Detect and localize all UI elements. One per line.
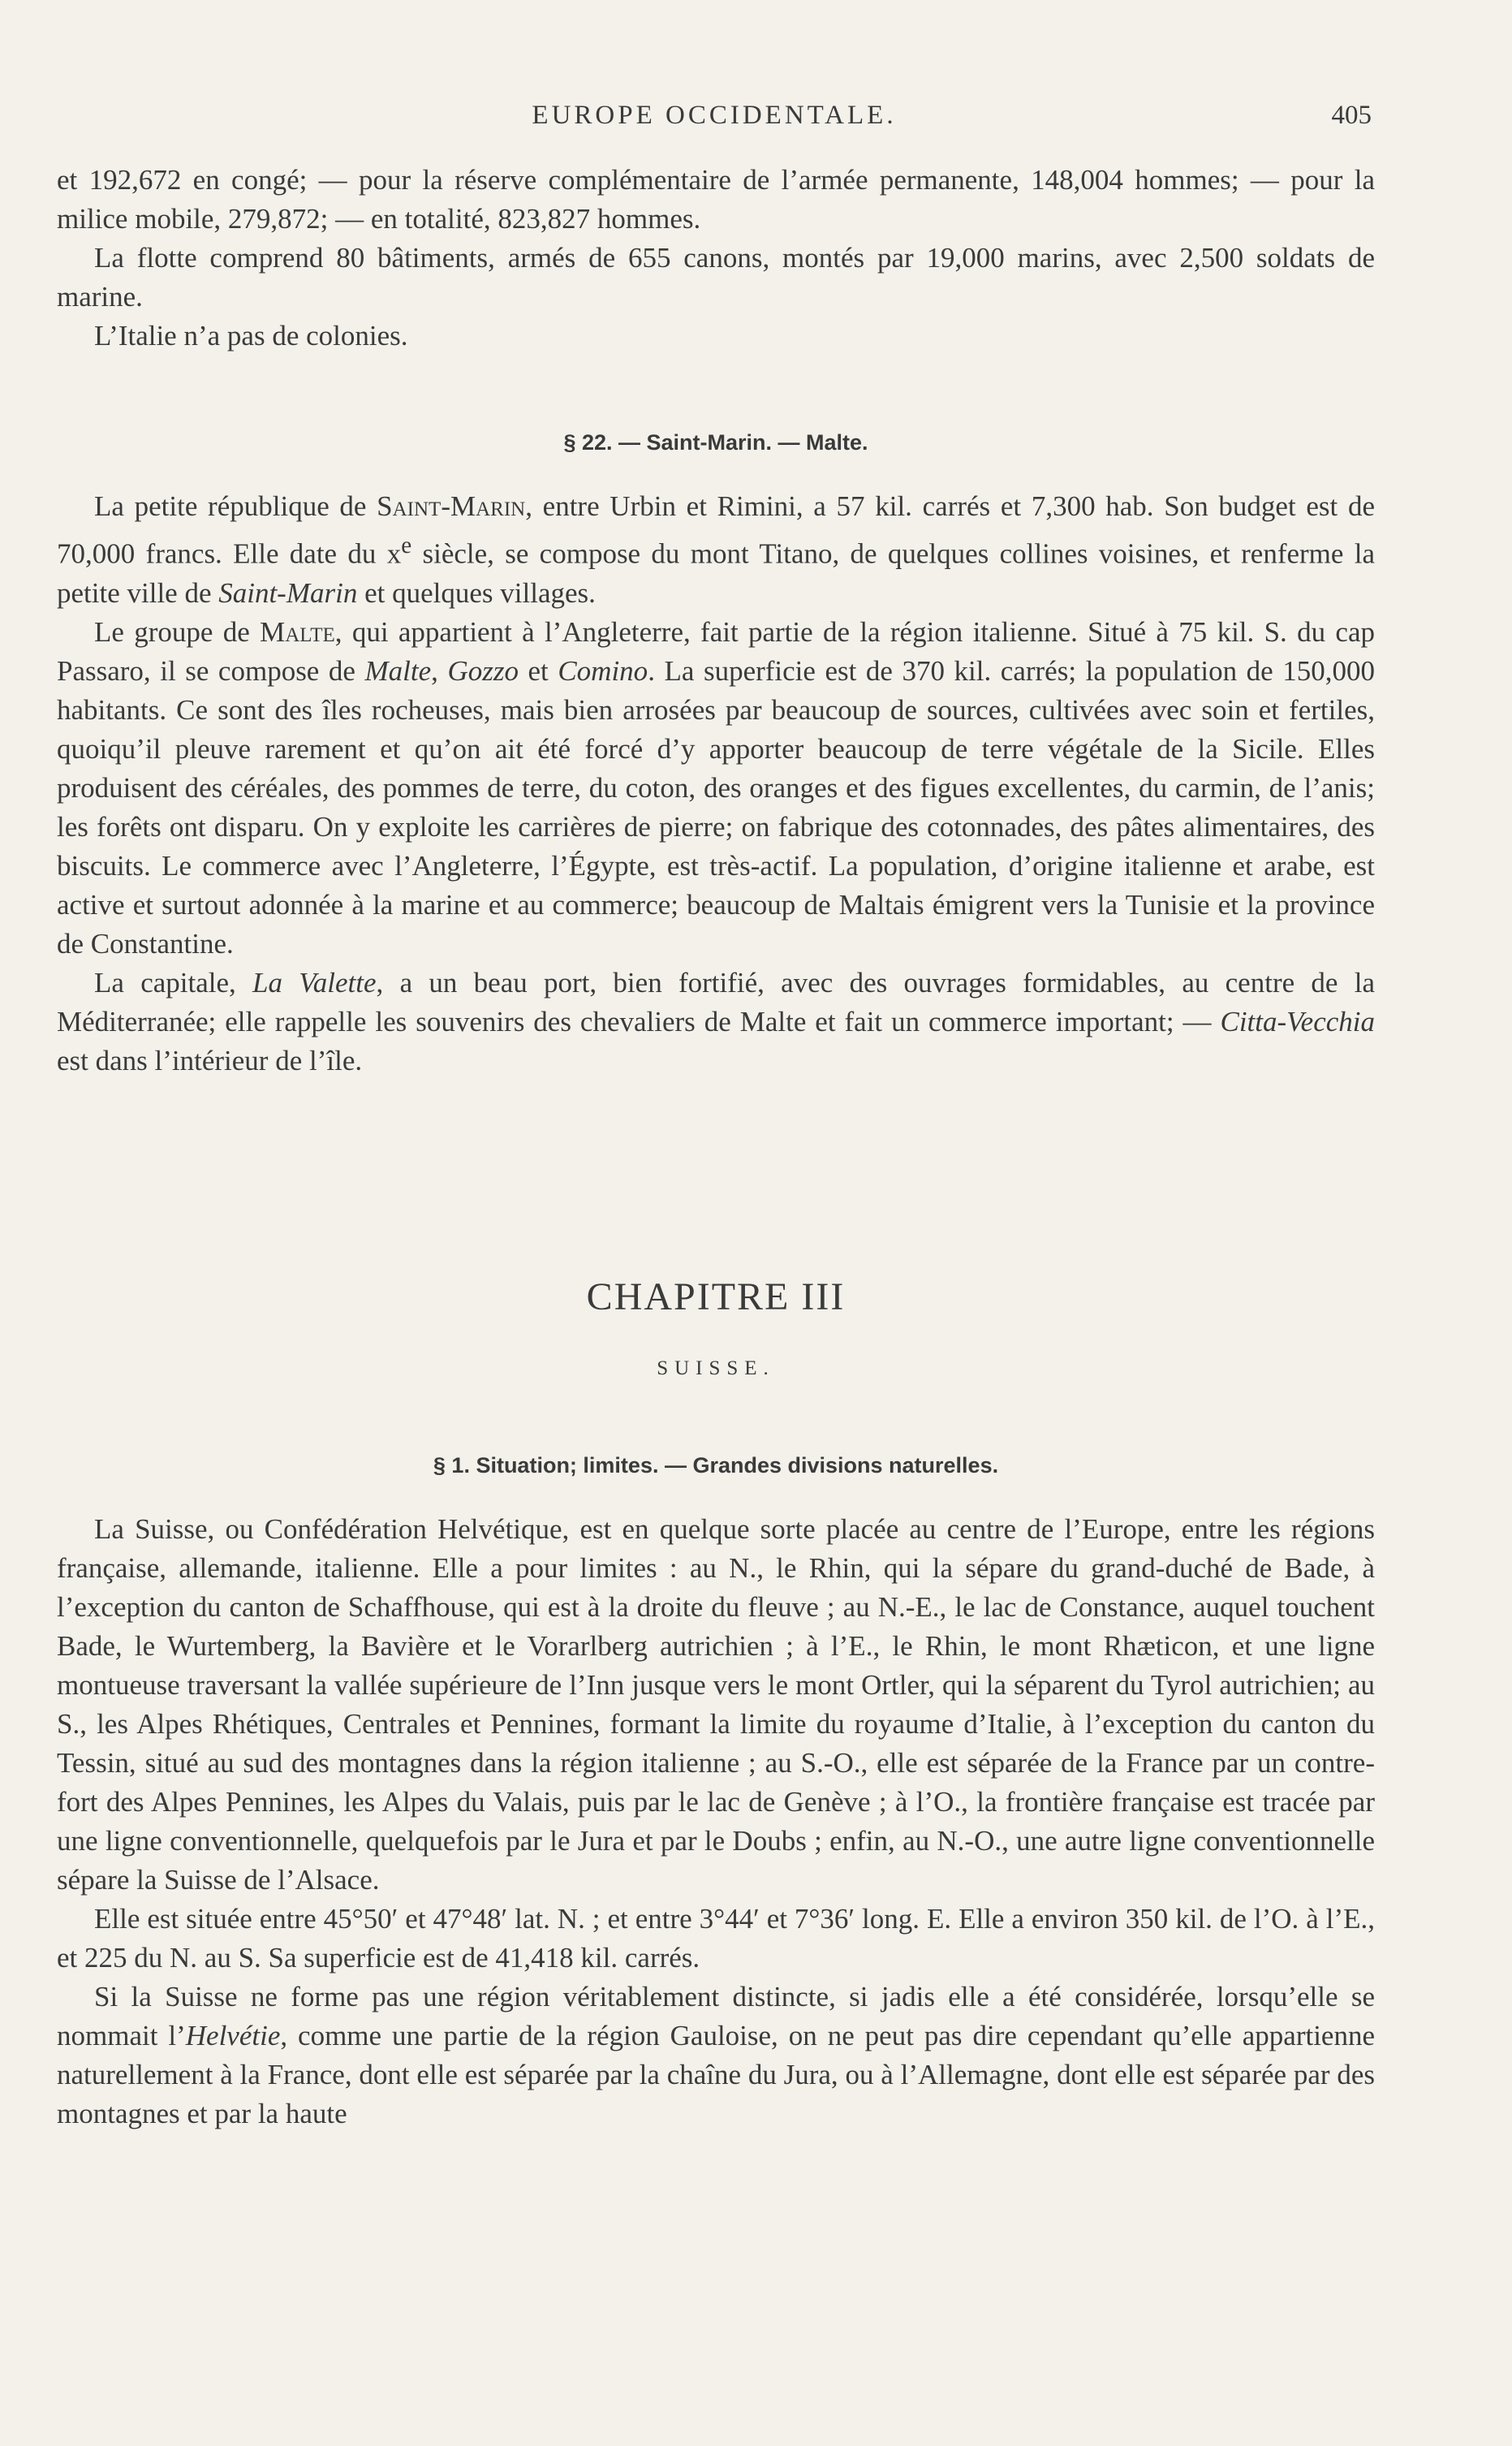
chapter-title: CHAPITRE III (586, 1275, 846, 1318)
paragraph: Elle est située entre 45°50′ et 47°48′ lat. N. ; et entre 3°44′ et 7°36′ long. E. Elle a environ 350 kil. de l’O. à l’E., et 225 du N. au S. Sa superficie est de 41,418 kil. carrés. (57, 1903, 1375, 1974)
paragraph: et 192,672 en congé; — pour la réserve complémentaire de l’armée permanente, 148,004 hommes; — pour la milice mobile, 279,872; — en totalité, 823,827 hommes. (57, 164, 1375, 235)
paragraph: La capitale, La Valette, a un beau port, bien fortifié, avec des ouvrages formidables, au centre de la Méditerranée; elle rappelle les souvenirs des chevaliers de Malte et fait un commerce important; — Citta-Vecchia est dans l’intérieur de l’île. (57, 966, 1375, 1076)
paragraph: La Suisse, ou Confédération Helvétique, est en quelque sorte placée au centre de l’Europe, entre les régions française, allemande, italienne. Elle a pour limites : au N., le Rhin, qui la sépare du grand-duché de Bade, à l’exception du canton de Schaffhouse, qui est à la droite du fleuve ; au N.-E., le lac de Constance, auquel touchent Bade, le Wurtemberg, la Bavière et le Vorarlberg autrichien ; à l’E., le Rhin, le mont Rhæticon, et une ligne montueuse traversant la vallée supérieure de l’Inn jusque vers le mont Ortler, qui la séparent du Tyrol autrichien; au S., les Alpes Rhétiques, Centrales et Pennines, formant la limite du royaume d’Italie, à l’exception du canton du Tessin, situé au sud des montagnes dans la région italienne ; au S.-O., elle est séparée de la France par un contre-fort des Alpes Pennines, les Alpes du Valais, puis par le lac de Genève ; à l’O., la frontière française est tracée par une ligne conventionnelle, quelquefois par le Jura et par le Doubs ; enfin, au N.-O., une autre ligne conventionnelle sépare la Suisse de l’Alsace. (57, 1513, 1375, 1896)
paragraph: L’Italie n’a pas de colonies. (94, 320, 408, 352)
section-22-text (57, 487, 1375, 1081)
intro-text (57, 161, 1375, 356)
chapter-subtitle: SUISSE. (657, 1357, 775, 1379)
paragraph: Le groupe de Malte, qui appartient à l’Angleterre, fait partie de la région italienne. Situé à 75 kil. S. du cap Passaro, il se compose de Malte, Gozzo et Comino. La superficie est de 370 kil. carrés; la population de 150,000 habitants. Ce sont des îles rocheuses, mais bien arrosées par beaucoup de sources, cultivées avec soin et fertiles, quoiqu’il pleuve rarement et qu’on ait été forcé d’y apporter beaucoup de terre végétale de la Sicile. Elles produisent des céréales, des pommes de terre, du coton, des oranges et des figues excellentes, du carmin, de l’anis; les forêts ont disparu. On y exploite les carrières de pierre; on fabrique des cotonnades, des pâtes alimentaires, des biscuits. Le commerce avec l’Angleterre, l’Égypte, est très-actif. La population, d’origine italienne et arabe, est active et surtout adonnée à la marine et au commerce; beaucoup de Maltais émigrent vers la Tunisie et la province de Constantine. (57, 615, 1375, 960)
paragraph: La petite république de Saint-Marin, entre Urbin et Rimini, a 57 kil. carrés et 7,300 hab. Son budget est de 70,000 francs. Elle date du $x^e$ siècle, se compose du mont Titano, de quelques collines voisines, et renferme la petite ville de Saint-Marin et quelques villages. (57, 490, 1375, 609)
running-title: EUROPE OCCIDENTALE. (532, 101, 897, 130)
paragraph: Si la Suisse ne forme pas une région véritablement distincte, si jadis elle a été considérée, lorsqu’elle se nommait l’Helvétie, comme une partie de la région Gauloise, on ne peut pas dire cependant qu’elle appartienne naturellement à la France, dont elle est séparée par la chaîne du Jura, ou à l’Allemagne, dont elle est séparée par des montagnes et par la haute (57, 1981, 1375, 2129)
running-head (57, 101, 1372, 141)
page-number: 405 (1331, 101, 1372, 130)
paragraph: La flotte comprend 80 bâtiments, armés de 655 canons, montés par 19,000 marins, avec 2,500 soldats de marine. (57, 242, 1375, 313)
section-1-text (57, 1510, 1375, 2133)
section-heading-1: § 1. Situation; limites. — Grandes divisions naturelles. (433, 1453, 999, 1478)
section-heading-22: § 22. — Saint-Marin. — Malte. (563, 430, 868, 455)
